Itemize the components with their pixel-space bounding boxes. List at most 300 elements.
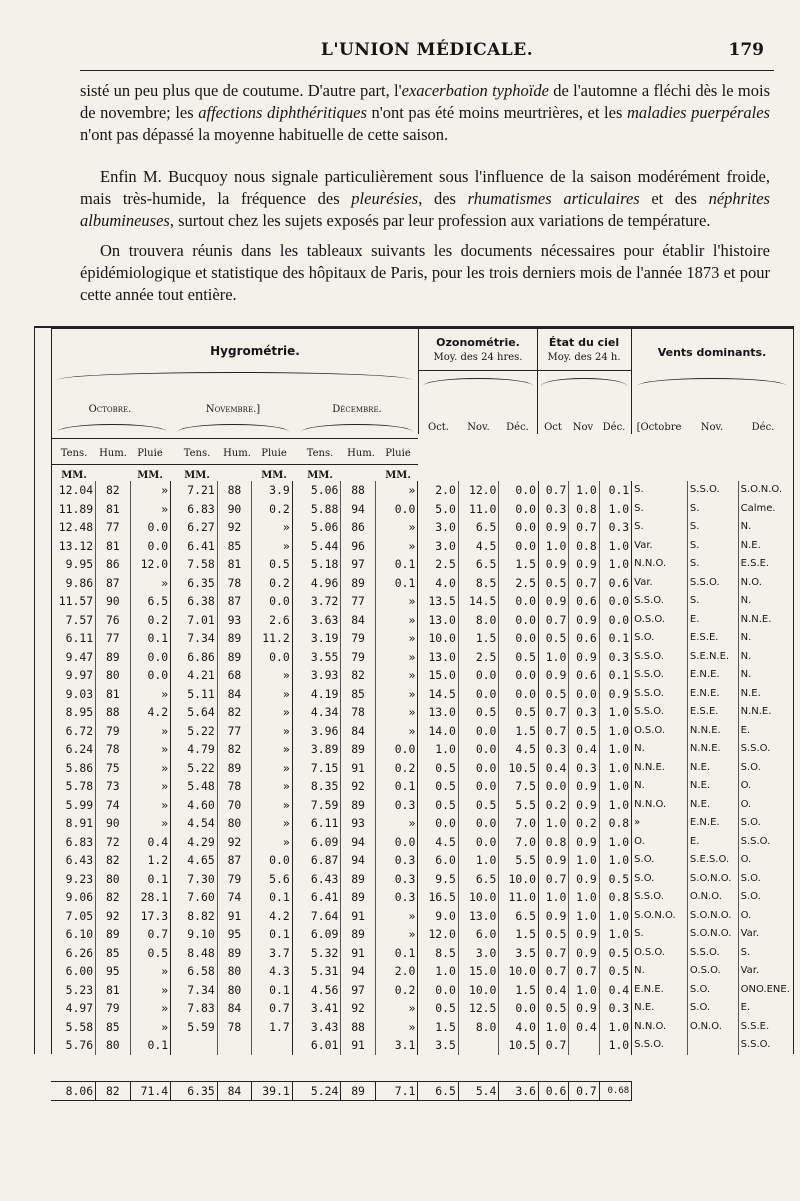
table-row bbox=[51, 500, 793, 519]
table-row bbox=[51, 981, 793, 1000]
table-cell: 10.0 bbox=[458, 981, 499, 1000]
table-cell: 0.9 bbox=[538, 907, 568, 926]
table-cell: 1.0 bbox=[599, 907, 631, 926]
table-cell: 1.5 bbox=[499, 722, 539, 741]
unit-dec-tens: MM. bbox=[307, 470, 333, 481]
table-cell: 0.1 bbox=[375, 944, 418, 963]
total-cell: 84 bbox=[217, 1081, 251, 1101]
table-cell: 92 bbox=[341, 777, 375, 796]
table-cell: 1.0 bbox=[418, 962, 459, 981]
table-cell: 78 bbox=[341, 703, 375, 722]
table-row bbox=[51, 685, 793, 704]
total-cell: 7.1 bbox=[375, 1081, 418, 1101]
table-cell: » bbox=[252, 759, 293, 778]
table-cell: 12.48 bbox=[51, 518, 96, 537]
table-cell: » bbox=[130, 722, 171, 741]
table-cell: 1.2 bbox=[130, 851, 171, 870]
table-cell: 82 bbox=[341, 666, 375, 685]
table-cell: 0.1 bbox=[599, 629, 631, 648]
table-cell: 0.6 bbox=[569, 592, 599, 611]
table-cell: 0.9 bbox=[538, 666, 568, 685]
col-dec-pluie: Pluie bbox=[385, 448, 411, 459]
table-cell: 2.5 bbox=[499, 574, 539, 593]
table-cell: 11.0 bbox=[458, 500, 499, 519]
table-cell: 78 bbox=[96, 740, 130, 759]
table-cell: » bbox=[375, 999, 418, 1018]
table-cell: 1.0 bbox=[569, 888, 599, 907]
table-cell: 5.32 bbox=[292, 944, 341, 963]
table-cell: » bbox=[252, 685, 293, 704]
table-cell: 0.6 bbox=[569, 666, 599, 685]
table-row bbox=[51, 777, 793, 796]
text-segment: affections diphthéritiques bbox=[198, 103, 367, 122]
table-cell: 73 bbox=[96, 777, 130, 796]
table-cell: 1.0 bbox=[599, 537, 631, 556]
col-etat-dec: Déc. bbox=[602, 422, 626, 433]
table-cell: 3.41 bbox=[292, 999, 341, 1018]
table-cell: 5.11 bbox=[171, 685, 218, 704]
table-cell: 0.3 bbox=[599, 999, 631, 1018]
table-cell: 1.0 bbox=[538, 814, 568, 833]
table-cell: S.S.O. bbox=[687, 574, 738, 593]
table-cell: 1.5 bbox=[458, 629, 499, 648]
table-cell: 0.7 bbox=[569, 574, 599, 593]
table-cell: 11.0 bbox=[499, 888, 539, 907]
table-cell: N.N.O. bbox=[632, 555, 688, 574]
table-cell: 0.1 bbox=[599, 481, 631, 500]
table-cell: 1.0 bbox=[569, 981, 599, 1000]
table-cell: 81 bbox=[217, 555, 251, 574]
table-cell: S.S.O. bbox=[632, 666, 688, 685]
table-cell: 0.0 bbox=[458, 777, 499, 796]
table-cell: 0.7 bbox=[538, 481, 568, 500]
table-cell: E. bbox=[740, 1002, 751, 1013]
total-cell: 5.24 bbox=[292, 1081, 341, 1101]
table-cell: 4.5 bbox=[499, 740, 539, 759]
table-cell: E.N.E. bbox=[687, 666, 738, 685]
table-cell: 88 bbox=[341, 1018, 375, 1037]
table-cell: E. bbox=[687, 833, 738, 852]
table-row bbox=[51, 722, 793, 741]
brace-dec bbox=[301, 424, 413, 433]
table-cell bbox=[458, 1036, 499, 1055]
table-cell: 4.79 bbox=[171, 740, 218, 759]
table-cell: » bbox=[252, 833, 293, 852]
col-ozono-nov: Nov. bbox=[467, 422, 490, 433]
table-cell: 0.5 bbox=[130, 944, 171, 963]
table-cell: 0.5 bbox=[458, 796, 499, 815]
table-cell: 6.24 bbox=[51, 740, 96, 759]
brace-etat bbox=[541, 378, 627, 387]
table-cell: N.N.E. bbox=[632, 759, 688, 778]
table-cell: 8.0 bbox=[458, 1018, 499, 1037]
table-cell: 85 bbox=[217, 537, 251, 556]
table-cell: 0.3 bbox=[375, 888, 418, 907]
table-row bbox=[51, 740, 793, 759]
table-cell: 0.0 bbox=[375, 500, 418, 519]
table-cell: 93 bbox=[341, 814, 375, 833]
table-cell: 89 bbox=[341, 574, 375, 593]
brace-oct bbox=[57, 424, 167, 433]
table-cell: S. bbox=[687, 592, 738, 611]
table-cell: 0.7 bbox=[252, 999, 293, 1018]
data-table bbox=[51, 481, 793, 1101]
table-cell: 0.1 bbox=[130, 870, 171, 889]
table-cell: 0.8 bbox=[599, 888, 631, 907]
table-cell: S.S.O. bbox=[687, 944, 738, 963]
table-cell: 82 bbox=[217, 703, 251, 722]
table-cell: 0.8 bbox=[538, 833, 568, 852]
table-cell: 91 bbox=[341, 759, 375, 778]
table-cell: 80 bbox=[217, 814, 251, 833]
table-cell: 85 bbox=[341, 685, 375, 704]
table-cell: 94 bbox=[341, 833, 375, 852]
col-oct-tens: Tens. bbox=[60, 448, 88, 459]
table-cell: 6.58 bbox=[171, 962, 218, 981]
table-cell: N.N.E. bbox=[740, 613, 772, 625]
table-cell: S. bbox=[632, 500, 688, 519]
table-cell: O. bbox=[740, 780, 752, 791]
table-cell: O.S.O. bbox=[632, 611, 688, 630]
table-cell: 76 bbox=[96, 611, 130, 630]
table-cell: 0.0 bbox=[499, 500, 539, 519]
total-cell: 82 bbox=[96, 1081, 130, 1101]
table-cell: 0.0 bbox=[130, 648, 171, 667]
total-cell: 89 bbox=[341, 1081, 375, 1101]
table-cell: 0.6 bbox=[599, 574, 631, 593]
table-cell: 3.9 bbox=[252, 481, 293, 500]
table-cell: S.O.N.O. bbox=[687, 907, 738, 926]
table-cell: » bbox=[252, 740, 293, 759]
table-cell: S.O. bbox=[740, 891, 761, 902]
table-cell: 0.0 bbox=[375, 833, 418, 852]
table-cell: 1.0 bbox=[599, 740, 631, 759]
table-cell: 3.43 bbox=[292, 1018, 341, 1037]
table-cell: » bbox=[130, 981, 171, 1000]
table-row bbox=[51, 518, 793, 537]
paragraph-1 bbox=[80, 80, 770, 146]
col-wind-oct: [Octobre bbox=[636, 422, 682, 433]
table-cell: » bbox=[130, 481, 171, 500]
brace-vents bbox=[637, 378, 787, 387]
table-cell: S.O. bbox=[687, 999, 738, 1018]
col-nov-tens: Tens. bbox=[183, 448, 211, 459]
table-cell: 1.0 bbox=[599, 1018, 631, 1037]
table-cell: 87 bbox=[217, 592, 251, 611]
table-cell: E. bbox=[740, 724, 751, 736]
table-cell: S. bbox=[632, 481, 688, 500]
table-cell: » bbox=[130, 685, 171, 704]
table-cell: 89 bbox=[341, 888, 375, 907]
table-cell: 0.1 bbox=[599, 666, 631, 685]
table-cell: 5.31 bbox=[292, 962, 341, 981]
table-cell: » bbox=[130, 777, 171, 796]
table-cell: 0.5 bbox=[599, 962, 631, 981]
table-cell: » bbox=[252, 518, 293, 537]
table-cell: 1.0 bbox=[569, 907, 599, 926]
table-cell: » bbox=[130, 796, 171, 815]
table-cell: 2.6 bbox=[252, 611, 293, 630]
divider-vents bbox=[631, 328, 632, 434]
table-cell: 81 bbox=[96, 537, 130, 556]
table-cell: 8.0 bbox=[458, 611, 499, 630]
table-cell: 0.9 bbox=[569, 870, 599, 889]
table-cell: 0.0 bbox=[499, 518, 539, 537]
table-cell: 0.1 bbox=[252, 981, 293, 1000]
table-cell: 10.5 bbox=[499, 759, 539, 778]
table-cell: 6.5 bbox=[458, 518, 499, 537]
table-cell: 1.0 bbox=[599, 796, 631, 815]
table-cell: 79 bbox=[341, 629, 375, 648]
table-cell: 89 bbox=[217, 629, 251, 648]
subhead-rule bbox=[419, 370, 631, 371]
group-etat-ciel: État du ciel bbox=[548, 336, 620, 349]
table-cell: 95 bbox=[96, 962, 130, 981]
table-cell: 7.58 bbox=[171, 555, 218, 574]
table-cell: 0.0 bbox=[499, 611, 539, 630]
table-cell: 4.3 bbox=[252, 962, 293, 981]
table-row bbox=[51, 851, 793, 870]
table-row bbox=[51, 759, 793, 778]
group-vents: Vents dominants. bbox=[657, 346, 767, 359]
table-cell: 89 bbox=[341, 796, 375, 815]
table-cell: 0.5 bbox=[458, 703, 499, 722]
table-cell: 6.83 bbox=[51, 833, 96, 852]
table-cell: 9.47 bbox=[51, 648, 96, 667]
table-cell: 8.91 bbox=[51, 814, 96, 833]
col-wind-nov: Nov. bbox=[700, 422, 724, 433]
col-oct-hum: Hum. bbox=[99, 448, 127, 459]
table-row bbox=[51, 537, 793, 556]
spacer-cell bbox=[51, 1055, 793, 1082]
text-segment: sisté un peu plus que de coutume. D'autre part, l' bbox=[80, 81, 402, 100]
table-cell: O. bbox=[632, 833, 688, 852]
table-cell: 0.9 bbox=[569, 611, 599, 630]
table-cell: 84 bbox=[341, 722, 375, 741]
table-cell: 1.0 bbox=[418, 740, 459, 759]
table-cell: 4.97 bbox=[51, 999, 96, 1018]
table-cell: O.S.O. bbox=[632, 722, 688, 741]
table-row bbox=[51, 592, 793, 611]
brace-ozono bbox=[423, 378, 533, 387]
table-cell: 1.0 bbox=[599, 500, 631, 519]
table-cell: 6.11 bbox=[292, 814, 341, 833]
table-cell: 77 bbox=[217, 722, 251, 741]
table-cell: 4.19 bbox=[292, 685, 341, 704]
table-cell: 0.5 bbox=[538, 629, 568, 648]
table-cell: 13.5 bbox=[418, 592, 459, 611]
table-cell: » bbox=[130, 962, 171, 981]
table-cell: 79 bbox=[96, 722, 130, 741]
table-cell: » bbox=[375, 611, 418, 630]
table-cell: » bbox=[375, 481, 418, 500]
table-cell: 0.5 bbox=[499, 648, 539, 667]
col-nov-pluie: Pluie bbox=[261, 448, 287, 459]
table-cell: 5.18 bbox=[292, 555, 341, 574]
table-cell: 5.76 bbox=[51, 1036, 96, 1055]
table-cell: 88 bbox=[217, 481, 251, 500]
table-cell: 0.9 bbox=[569, 925, 599, 944]
table-cell: 1.0 bbox=[599, 851, 631, 870]
total-cell: 0.6 bbox=[538, 1081, 568, 1101]
table-cell: 10.0 bbox=[499, 870, 539, 889]
table-cell: 7.83 bbox=[171, 999, 218, 1018]
table-cell: » bbox=[130, 814, 171, 833]
table-cell: 1.0 bbox=[599, 555, 631, 574]
table-cell: 16.5 bbox=[418, 888, 459, 907]
table-cell: 81 bbox=[96, 685, 130, 704]
table-cell: 3.55 bbox=[292, 648, 341, 667]
table-cell: N.N.E. bbox=[740, 706, 772, 717]
table-cell: 5.6 bbox=[252, 870, 293, 889]
table-cell: » bbox=[375, 518, 418, 537]
table-cell: 7.34 bbox=[171, 629, 218, 648]
table-cell: 79 bbox=[341, 648, 375, 667]
table-cell: » bbox=[252, 722, 293, 741]
table-row bbox=[51, 555, 793, 574]
table-cell: S.S.O. bbox=[632, 888, 688, 907]
table-cell: 1.7 bbox=[252, 1018, 293, 1037]
table-row bbox=[51, 796, 793, 815]
text-segment: n'ont pas dépassé la moyenne habituelle de cette saison. bbox=[80, 125, 449, 144]
table-cell: 10.0 bbox=[418, 629, 459, 648]
table-cell: 1.0 bbox=[599, 925, 631, 944]
table-cell bbox=[217, 1036, 251, 1055]
table-cell: Var. bbox=[632, 537, 688, 556]
table-cell: 5.48 bbox=[171, 777, 218, 796]
table-cell: Var. bbox=[740, 928, 760, 939]
table-cell: 0.0 bbox=[418, 981, 459, 1000]
table-cell: » bbox=[375, 814, 418, 833]
table-cell: 3.5 bbox=[418, 1036, 459, 1055]
table-row bbox=[51, 944, 793, 963]
table-cell: 79 bbox=[217, 870, 251, 889]
table-cell: 15.0 bbox=[458, 962, 499, 981]
table-cell: 7.5 bbox=[499, 777, 539, 796]
table-cell: 0.1 bbox=[252, 888, 293, 907]
table-row bbox=[51, 814, 793, 833]
table-cell: 0.0 bbox=[499, 666, 539, 685]
table-cell: 88 bbox=[341, 481, 375, 500]
table-cell: 0.0 bbox=[499, 685, 539, 704]
table-cell: » bbox=[375, 685, 418, 704]
table-cell: 96 bbox=[341, 537, 375, 556]
table-cell: S. bbox=[632, 518, 688, 537]
table-cell: E.S.E. bbox=[687, 629, 738, 648]
table-cell: 0.9 bbox=[569, 833, 599, 852]
group-hygrometrie: Hygrométrie. bbox=[210, 344, 300, 358]
table-cell: 1.0 bbox=[599, 703, 631, 722]
table-cell: 1.5 bbox=[499, 981, 539, 1000]
table-cell: N.E. bbox=[740, 539, 761, 551]
table-cell: 0.8 bbox=[569, 537, 599, 556]
table-cell: E.N.E. bbox=[687, 814, 738, 833]
month-oct: Octobre. bbox=[88, 404, 132, 415]
table-cell: 10.0 bbox=[458, 888, 499, 907]
table-cell: 3.93 bbox=[292, 666, 341, 685]
table-cell: 4.0 bbox=[418, 574, 459, 593]
table-cell: 3.0 bbox=[418, 518, 459, 537]
table-cell: 89 bbox=[341, 870, 375, 889]
table-cell: 0.0 bbox=[252, 648, 293, 667]
table-cell: 4.60 bbox=[171, 796, 218, 815]
table-cell: 82 bbox=[96, 851, 130, 870]
table-cell: 6.5 bbox=[458, 555, 499, 574]
table-cell: 0.9 bbox=[569, 648, 599, 667]
table-cell: 8.82 bbox=[171, 907, 218, 926]
table-cell: 9.10 bbox=[171, 925, 218, 944]
table-cell: 70 bbox=[217, 796, 251, 815]
table-cell: 5.86 bbox=[51, 759, 96, 778]
table-cell: 1.0 bbox=[538, 1018, 568, 1037]
text-segment: néphrites albumineuses bbox=[80, 189, 770, 230]
table-cell: » bbox=[632, 814, 688, 833]
table-cell: 2.0 bbox=[418, 481, 459, 500]
group-ozonometrie: Ozonométrie. bbox=[436, 336, 520, 349]
table-cell: 90 bbox=[217, 500, 251, 519]
table-cell: O. bbox=[740, 798, 752, 810]
col-wind-dec: Déc. bbox=[751, 422, 775, 433]
text-segment: , surtout chez les sujets exposés par leur profession aux variations de température. bbox=[169, 211, 711, 230]
text-segment: pleurésies bbox=[351, 189, 419, 208]
table-cell: ONO.ENE. bbox=[740, 983, 790, 995]
table-cell: 17.3 bbox=[130, 907, 171, 926]
table-cell: S.O. bbox=[687, 981, 738, 1000]
table-cell: 1.0 bbox=[569, 851, 599, 870]
table-cell: 6.72 bbox=[51, 722, 96, 741]
table-cell: » bbox=[375, 722, 418, 741]
table-cell: 1.0 bbox=[599, 1036, 631, 1055]
table-cell: 3.96 bbox=[292, 722, 341, 741]
table-cell: 5.58 bbox=[51, 1018, 96, 1037]
table-cell: 0.8 bbox=[569, 500, 599, 519]
table-cell: 13.0 bbox=[418, 648, 459, 667]
table-cell: 0.5 bbox=[418, 796, 459, 815]
table-cell: N.O. bbox=[740, 576, 762, 588]
table-cell: O.S.O. bbox=[632, 944, 688, 963]
table-cell: S. bbox=[687, 555, 738, 574]
table-cell: 8.35 bbox=[292, 777, 341, 796]
table-cell: S. bbox=[687, 537, 738, 556]
etat-subtitle: Moy. des 24 h. bbox=[547, 352, 621, 363]
table-cell: 0.5 bbox=[418, 777, 459, 796]
colhead-rule-top bbox=[51, 438, 418, 439]
table-cell: 91 bbox=[341, 1036, 375, 1055]
table-cell bbox=[569, 1036, 599, 1055]
text-segment: maladies puerpérales bbox=[626, 103, 770, 122]
table-cell: S.O. bbox=[740, 872, 761, 884]
table-cell: N. bbox=[740, 595, 752, 606]
table-cell: 6.0 bbox=[458, 925, 499, 944]
table-cell: 0.0 bbox=[252, 851, 293, 870]
table-cell: 1.0 bbox=[599, 759, 631, 778]
table-cell: 5.44 bbox=[292, 537, 341, 556]
table-cell: 89 bbox=[217, 648, 251, 667]
table-cell: 82 bbox=[96, 481, 130, 500]
table-cell: 92 bbox=[217, 833, 251, 852]
table-cell: 84 bbox=[217, 999, 251, 1018]
table-cell: 0.9 bbox=[599, 685, 631, 704]
table-cell: 3.89 bbox=[292, 740, 341, 759]
table-cell: E.N.E. bbox=[632, 981, 688, 1000]
paragraph-3 bbox=[80, 240, 770, 306]
text-segment: , des bbox=[418, 189, 468, 208]
table-cell: 6.41 bbox=[292, 888, 341, 907]
table-cell: 5.0 bbox=[418, 500, 459, 519]
table-cell: 74 bbox=[217, 888, 251, 907]
table-cell: S.O. bbox=[632, 870, 688, 889]
table-cell: 77 bbox=[96, 518, 130, 537]
